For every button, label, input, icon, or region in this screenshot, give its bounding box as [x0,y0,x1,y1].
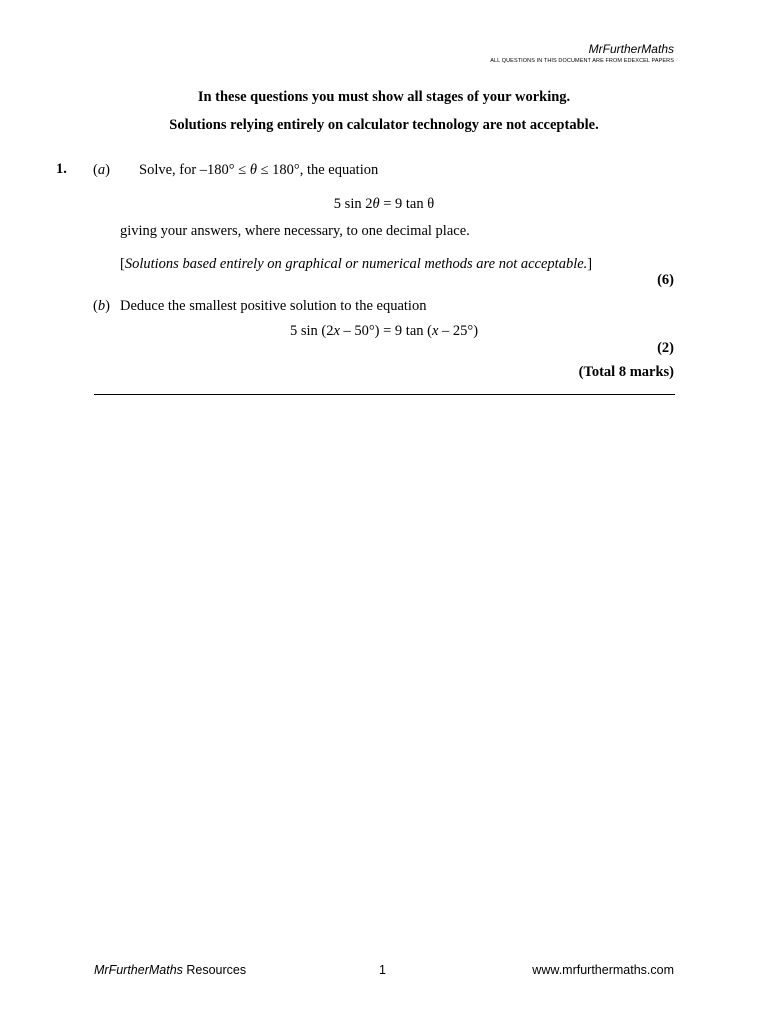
part-b-eq-part1: 5 sin (2 [289,323,334,339]
part-a-prompt-post: ≤ 180°, the equation [256,162,379,178]
part-a-note: [Solutions based entirely on graphical or numerical methods are not acceptable.] [120,256,593,272]
part-a-marks: (6) [657,272,674,288]
part-b-eq-part3: – 25°) [438,323,479,339]
footer-url: www.mrfurthermaths.com [532,963,674,977]
part-b-label: (b) [93,298,110,314]
header-note: ALL QUESTIONS IN THIS DOCUMENT ARE FROM EDEXCEL PAPERS [490,58,674,64]
part-a-theta: θ [249,162,257,178]
part-b-eq-part2: – 50°) = 9 tan ( [339,323,432,339]
part-a-note-text: Solutions based entirely on graphical or numerical methods are not acceptable. [124,256,588,272]
part-a-equation-post: = 9 tan θ [379,196,435,212]
part-a-letter: a [97,162,106,178]
part-a-instruction: giving your answers, where necessary, to one decimal place. [120,223,470,239]
part-b-eq-x2: x [431,323,439,339]
footer-page-number: 1 [379,963,386,977]
part-a-prompt [139,162,378,179]
question-divider [94,394,675,395]
question-number: 1. [56,161,67,177]
part-b-prompt: Deduce the smallest positive solution to the equation [120,298,427,314]
part-a-equation [0,196,768,213]
footer-brand-name: MrFurtherMaths [94,963,183,977]
footer-brand-suffix: Resources [182,963,247,977]
part-b-eq-x1: x [333,323,340,339]
part-a-label: (a) [93,162,110,178]
header-brand: MrFurtherMaths [588,42,674,56]
part-a-prompt-pre: Solve, for –180° ≤ [139,162,250,178]
instruction-calculator: Solutions relying entirely on calculator technology are not acceptable. [169,117,599,133]
instruction-working: In these questions you must show all stages of your working. [197,89,571,105]
part-b-equation [0,323,768,340]
part-b-marks: (2) [657,340,674,356]
footer-brand [94,963,246,977]
part-a-equation-pre: 5 sin 2 [333,196,373,212]
total-marks: (Total 8 marks) [578,364,674,380]
part-a-equation-theta: θ [372,196,380,212]
part-b-letter: b [97,298,106,314]
